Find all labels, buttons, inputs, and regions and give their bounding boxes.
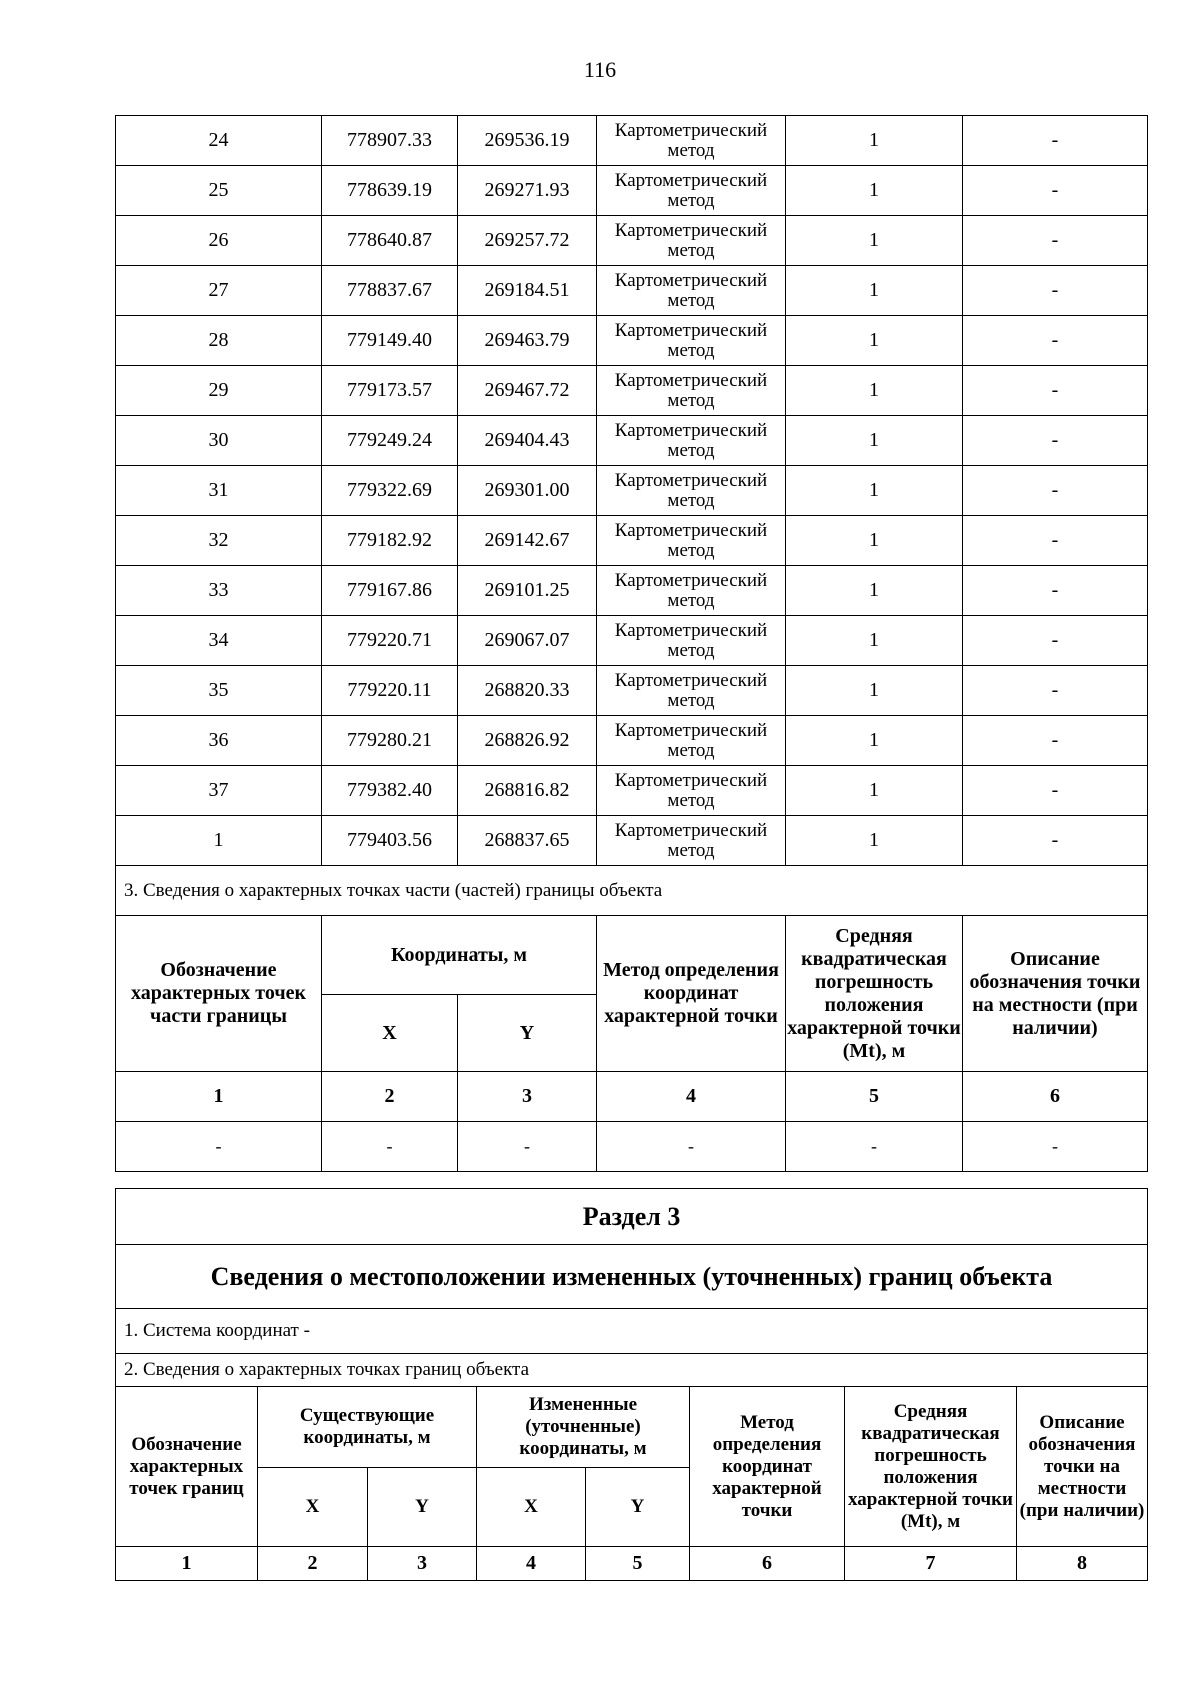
coord-x: 778640.87 <box>322 216 458 266</box>
points-caption: 2. Сведения о характерных точках границ объекта <box>116 1354 1148 1387</box>
mt-value: 1 <box>786 766 963 816</box>
empty-cell: - <box>322 1122 458 1172</box>
coord-y: 269463.79 <box>458 316 597 366</box>
mt-value: 1 <box>786 466 963 516</box>
point-description: - <box>963 166 1148 216</box>
header-method: Метод определения координат характерной точки <box>690 1387 845 1547</box>
method-text: метод <box>667 389 715 411</box>
method-text: Картометрический <box>614 369 768 391</box>
mt-value: 1 <box>786 166 963 216</box>
method-cell <box>597 516 786 566</box>
point-description: - <box>963 516 1148 566</box>
coord-x: 779249.24 <box>322 416 458 466</box>
method-text: Картометрический <box>614 419 768 441</box>
header-changed-coordinates: Измененные (уточненные) координаты, м <box>477 1387 690 1468</box>
mt-value: 1 <box>786 366 963 416</box>
method-text: Картометрический <box>614 669 768 691</box>
coord-y: 268816.82 <box>458 766 597 816</box>
point-row <box>116 366 1148 416</box>
mt-value: 1 <box>786 266 963 316</box>
column-number: 6 <box>690 1547 845 1581</box>
point-number: 32 <box>116 516 322 566</box>
column-number: 7 <box>845 1547 1017 1581</box>
header-existing-y: Y <box>368 1468 477 1547</box>
column-number-row <box>116 1072 1148 1122</box>
coord-x: 779403.56 <box>322 816 458 866</box>
method-text: метод <box>667 189 715 211</box>
mt-value: 1 <box>786 716 963 766</box>
method-text: Картометрический <box>614 769 768 791</box>
mt-value: 1 <box>786 216 963 266</box>
header-designation: Обозначение характерных точек границ <box>116 1387 258 1547</box>
method-cell <box>597 166 786 216</box>
coord-x: 779322.69 <box>322 466 458 516</box>
method-text: Картометрический <box>614 269 768 291</box>
point-row <box>116 666 1148 716</box>
point-number: 25 <box>116 166 322 216</box>
method-text: метод <box>667 689 715 711</box>
column-number: 1 <box>116 1547 258 1581</box>
mt-value: 1 <box>786 566 963 616</box>
empty-cell: - <box>597 1122 786 1172</box>
method-text: метод <box>667 539 715 561</box>
method-cell <box>597 466 786 516</box>
coord-y: 269301.00 <box>458 466 597 516</box>
method-cell <box>597 616 786 666</box>
point-row <box>116 416 1148 466</box>
method-text: метод <box>667 439 715 461</box>
point-description: - <box>963 716 1148 766</box>
column-number: 4 <box>477 1547 586 1581</box>
mt-value: 1 <box>786 816 963 866</box>
point-number: 1 <box>116 816 322 866</box>
header-description: Описание обозначения точки на местности (при наличии) <box>1017 1387 1148 1547</box>
page-number: 116 <box>583 57 617 82</box>
point-number: 35 <box>116 666 322 716</box>
empty-cell: - <box>458 1122 597 1172</box>
empty-cell: - <box>116 1122 322 1172</box>
header-coordinates: Координаты, м <box>322 916 597 995</box>
coord-y: 268820.33 <box>458 666 597 716</box>
method-text: Картометрический <box>614 469 768 491</box>
point-row <box>116 516 1148 566</box>
method-cell <box>597 766 786 816</box>
coord-y: 269467.72 <box>458 366 597 416</box>
point-description: - <box>963 766 1148 816</box>
empty-cell: - <box>963 1122 1148 1172</box>
coord-x: 779167.86 <box>322 566 458 616</box>
method-cell <box>597 216 786 266</box>
column-number-row <box>116 1547 1148 1581</box>
method-text: метод <box>667 589 715 611</box>
coord-y: 269184.51 <box>458 266 597 316</box>
section-subtitle: Сведения о местоположении измененных (уточненных) границ объекта <box>116 1245 1148 1309</box>
point-description: - <box>963 316 1148 366</box>
header-changed-y: Y <box>586 1468 690 1547</box>
point-row <box>116 466 1148 516</box>
part-points-caption: 3. Сведения о характерных точках части (частей) границы объекта <box>116 866 1148 916</box>
mt-value: 1 <box>786 316 963 366</box>
coord-y: 269101.25 <box>458 566 597 616</box>
coordinate-system: 1. Система координат - <box>116 1309 1148 1354</box>
method-cell <box>597 566 786 616</box>
coord-x: 778639.19 <box>322 166 458 216</box>
point-row <box>116 816 1148 866</box>
method-text: Картометрический <box>614 619 768 641</box>
method-text: метод <box>667 739 715 761</box>
column-number: 2 <box>258 1547 368 1581</box>
header-existing-x: X <box>258 1468 368 1547</box>
column-number: 8 <box>1017 1547 1148 1581</box>
column-number: 2 <box>322 1072 458 1122</box>
point-description: - <box>963 616 1148 666</box>
empty-row <box>116 1122 1148 1172</box>
method-text: Картометрический <box>614 219 768 241</box>
method-text: Картометрический <box>614 319 768 341</box>
column-number: 3 <box>368 1547 477 1581</box>
method-text: Картометрический <box>614 719 768 741</box>
empty-cell: - <box>786 1122 963 1172</box>
mt-value: 1 <box>786 616 963 666</box>
method-cell <box>597 716 786 766</box>
method-cell <box>597 366 786 416</box>
method-text: метод <box>667 789 715 811</box>
coord-x: 779173.57 <box>322 366 458 416</box>
method-text: Картометрический <box>614 519 768 541</box>
mt-value: 1 <box>786 116 963 166</box>
method-text: Картометрический <box>614 169 768 191</box>
point-number: 27 <box>116 266 322 316</box>
point-description: - <box>963 566 1148 616</box>
method-text: метод <box>667 139 715 161</box>
point-description: - <box>963 216 1148 266</box>
header-mt: Средняя квадратическая погрешность положения характерной точки (Mt), м <box>845 1387 1017 1547</box>
coord-x: 779220.11 <box>322 666 458 716</box>
mt-value: 1 <box>786 666 963 716</box>
header-description: Описание обозначения точки на местности (при наличии) <box>963 916 1148 1072</box>
header-changed-x: X <box>477 1468 586 1547</box>
column-number: 6 <box>963 1072 1148 1122</box>
coord-y: 269271.93 <box>458 166 597 216</box>
method-cell <box>597 266 786 316</box>
point-description: - <box>963 466 1148 516</box>
point-number: 24 <box>116 116 322 166</box>
point-number: 31 <box>116 466 322 516</box>
point-number: 29 <box>116 366 322 416</box>
mt-value: 1 <box>786 516 963 566</box>
point-description: - <box>963 416 1148 466</box>
method-cell <box>597 816 786 866</box>
mt-value: 1 <box>786 416 963 466</box>
section3-table <box>115 1188 1148 1581</box>
coord-x: 779280.21 <box>322 716 458 766</box>
point-number: 26 <box>116 216 322 266</box>
point-description: - <box>963 266 1148 316</box>
method-cell <box>597 116 786 166</box>
point-row <box>116 566 1148 616</box>
column-number: 5 <box>586 1547 690 1581</box>
column-number: 3 <box>458 1072 597 1122</box>
coord-y: 269536.19 <box>458 116 597 166</box>
point-row <box>116 716 1148 766</box>
point-description: - <box>963 366 1148 416</box>
coord-x: 779220.71 <box>322 616 458 666</box>
point-row <box>116 216 1148 266</box>
coord-y: 269257.72 <box>458 216 597 266</box>
coord-x: 779382.40 <box>322 766 458 816</box>
point-number: 37 <box>116 766 322 816</box>
method-text: метод <box>667 639 715 661</box>
coord-x: 779149.40 <box>322 316 458 366</box>
coord-y: 268826.92 <box>458 716 597 766</box>
header-designation: Обозначение характерных точек части границы <box>116 916 322 1072</box>
point-number: 33 <box>116 566 322 616</box>
point-number: 30 <box>116 416 322 466</box>
point-description: - <box>963 816 1148 866</box>
section-title: Раздел 3 <box>116 1189 1148 1245</box>
coord-x: 778837.67 <box>322 266 458 316</box>
point-row <box>116 166 1148 216</box>
point-number: 34 <box>116 616 322 666</box>
method-text: Картометрический <box>614 819 768 841</box>
coord-x: 778907.33 <box>322 116 458 166</box>
method-text: метод <box>667 489 715 511</box>
header-y: Y <box>458 995 597 1072</box>
method-text: Картометрический <box>614 119 768 141</box>
coord-y: 269404.43 <box>458 416 597 466</box>
column-number: 5 <box>786 1072 963 1122</box>
coord-y: 268837.65 <box>458 816 597 866</box>
header-method: Метод определения координат характерной точки <box>597 916 786 1072</box>
boundary-points-body <box>116 116 1148 866</box>
method-cell <box>597 666 786 716</box>
point-row <box>116 616 1148 666</box>
point-number: 36 <box>116 716 322 766</box>
boundary-points-table <box>115 115 1148 1172</box>
point-description: - <box>963 116 1148 166</box>
coord-y: 269142.67 <box>458 516 597 566</box>
coord-y: 269067.07 <box>458 616 597 666</box>
header-existing-coordinates: Существующие координаты, м <box>258 1387 477 1468</box>
point-row <box>116 316 1148 366</box>
point-description: - <box>963 666 1148 716</box>
point-row <box>116 766 1148 816</box>
method-cell <box>597 316 786 366</box>
header-x: X <box>322 995 458 1072</box>
point-row <box>116 266 1148 316</box>
method-text: метод <box>667 239 715 261</box>
column-number: 4 <box>597 1072 786 1122</box>
column-number: 1 <box>116 1072 322 1122</box>
method-text: метод <box>667 839 715 861</box>
method-text: метод <box>667 289 715 311</box>
header-mt: Средняя квадратическая погрешность положения характерной точки (Mt), м <box>786 916 963 1072</box>
point-row <box>116 116 1148 166</box>
method-cell <box>597 416 786 466</box>
coord-x: 779182.92 <box>322 516 458 566</box>
point-number: 28 <box>116 316 322 366</box>
method-text: Картометрический <box>614 569 768 591</box>
method-text: метод <box>667 339 715 361</box>
